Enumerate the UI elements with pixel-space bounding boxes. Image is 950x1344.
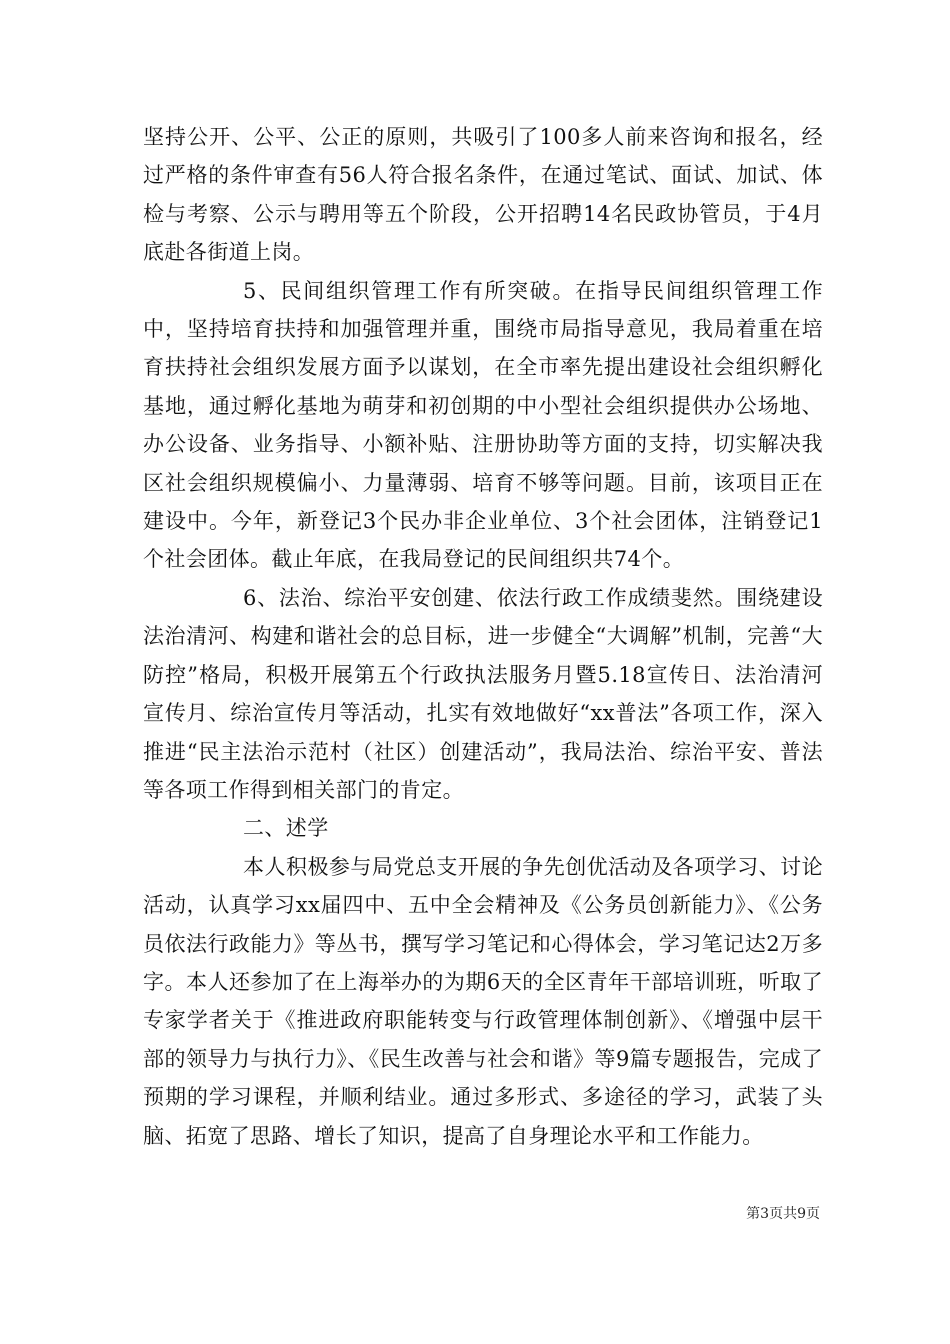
document-body [143,118,823,1155]
paragraph-continuation: 坚持公开、公平、公正的原则，共吸引了100多人前来咨询和报名，经过严格的条件审查有56人符合报名条件，在通过笔试、面试、加试、体检与考察、公示与聘用等五个阶段，公开招聘14名民政协管员，于4月底赴各街道上岗。 [143,125,823,265]
page-number: 第3页共9页 [746,1206,820,1222]
paragraph-study: 本人积极参与局党总支开展的争先创优活动及各项学习、讨论活动，认真学习xx届四中、五中全会精神及《公务员创新能力》、《公务员依法行政能力》等丛书，撰写学习笔记和心得体会，学习笔记达2万多字。本人还参加了在上海举办的为期6天的全区青年干部培训班，听取了专家学者关于《推进政府职能转变与行政管理体制创新》、《增强中层干部的领导力与执行力》、《民生改善与社会和谐》等9篇专题报告，完成了预期的学习课程，并顺利结业。通过多形式、多途径的学习，武装了头脑、拓宽了思路、增长了知识，提高了自身理论水平和工作能力。 [143,854,823,1148]
section-heading-study: 二、述学 [243,816,329,841]
paragraph-rule-of-law: 6、法治、综治平安创建、依法行政工作成绩斐然。围绕建设法治清河、构建和谐社会的总目标，进一步健全“大调解”机制，完善“大防控”格局，积极开展第五个行政执法服务月暨5.18宣传日、法治清河宣传月、综治宣传月等活动，扎实有效地做好“xx普法”各项工作，深入推进“民主法治示范村（社区）创建活动”，我局法治、综治平安、普法等各项工作得到相关部门的肯定。 [143,585,823,802]
paragraph-civil-organization: 5、民间组织管理工作有所突破。在指导民间组织管理工作中，坚持培育扶持和加强管理并重，围绕市局指导意见，我局着重在培育扶持社会组织发展方面予以谋划，在全市率先提出建设社会组织孵化基地，通过孵化基地为萌芽和初创期的中小型社会组织提供办公场地、办公设备、业务指导、小额补贴、注册协助等方面的支持，切实解决我区社会组织规模偏小、力量薄弱、培育不够等问题。目前，该项目正在建设中。今年，新登记3个民办非企业单位、3个社会团体，注销登记1个社会团体。截止年底，在我局登记的民间组织共74个。 [143,278,823,572]
